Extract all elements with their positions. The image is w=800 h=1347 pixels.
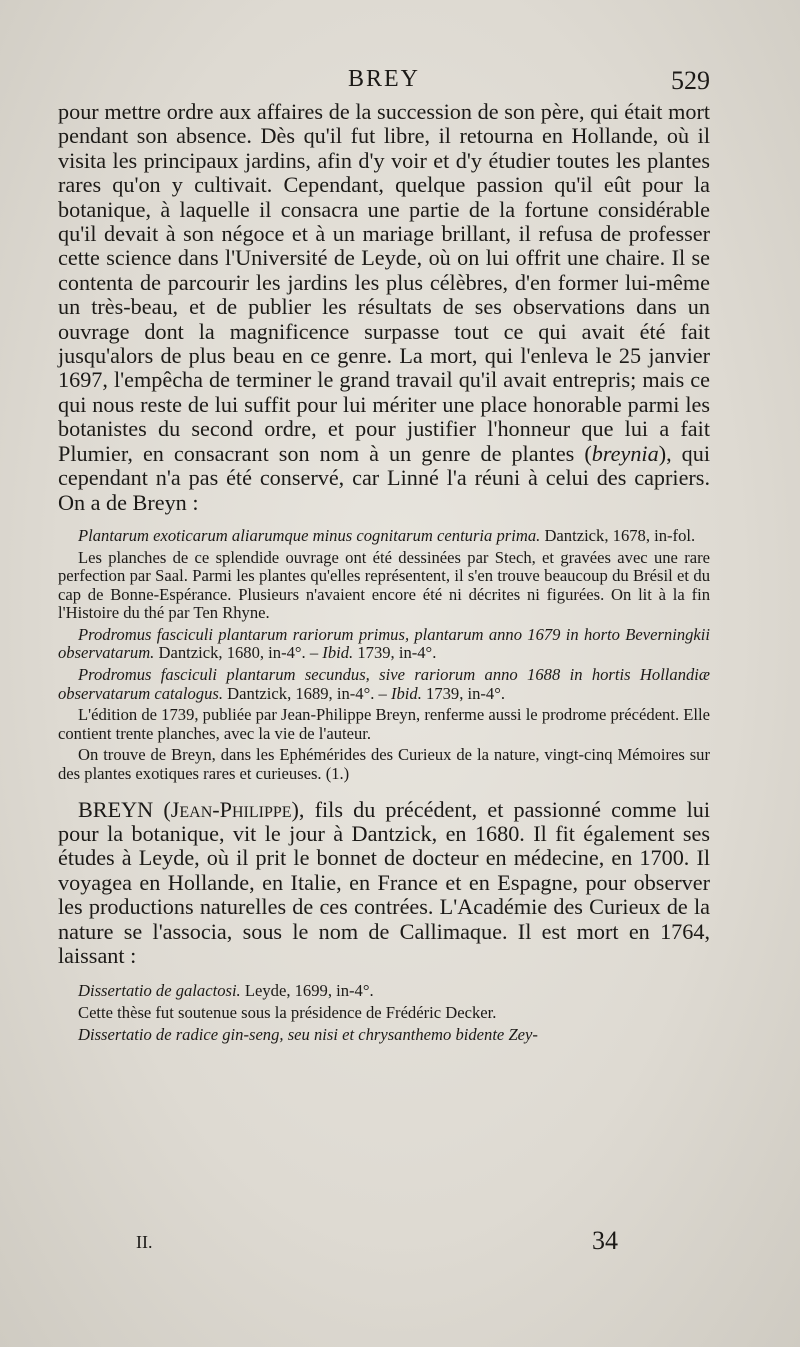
work-imprint: Dantzick, 1680, in-4°. xyxy=(158,643,306,663)
page-header xyxy=(58,66,710,96)
bibliography-item: Prodromus fasciculi plantarum rariorum primus, plantarum anno 1679 in horto Beverningkii observatarum. Dantzick, 1680, in-4°. – Ibid. 1739, in-4°. xyxy=(58,624,710,663)
bibliography-note: On trouve de Breyn, dans les Ephémérides des Curieux de la nature, vingt-cinq Mémoires sur des plantes exotiques rares et curieuses. (1.) xyxy=(58,745,710,784)
gathering-number: 34 xyxy=(592,1226,618,1255)
bibliography-note: Les planches de ce splendide ouvrage ont été dessinées par Stech, et gravées avec une rare perfection par Saal. Parmi les plantes qu'elles représentent, il s'en trouve beaucoup du Brésil et du cap de Bonne-Espérance. Plusieurs n'avaient encore été ni décrites ni figurées. On lit à la fin l'Histoire du thé par Ten Rhyne. xyxy=(58,547,710,623)
work-title: Plantarum exoticarum aliarumque minus cognitarum centuria prima. xyxy=(78,525,541,545)
bibliography-item xyxy=(58,1026,710,1045)
entry-breyn-jean-philippe: BREYN (Jean-Philippe), fils du précédent, et passionné comme lui pour la botanique, vit le jour à Dantzick, en 1680. Il fit également ses études à Leyde, où il prit le bonnet de docteur en médecine, en 1700. Il voyagea en Hollande, en Italie, en France et en Espagne, pour observer les productions naturelles de ces contrées. L'Académie des Curieux de la nature se l'associa, sous le nom de Callimaque. Il est mort en 1764, laissant : xyxy=(58,796,710,969)
work-title: Prodromus fasciculi plantarum secundus, sive rariorum anno 1688 in hortis Hollandiæ observatarum catalogus. xyxy=(58,665,710,703)
running-head: BREY xyxy=(347,66,420,92)
bibliography-item xyxy=(58,982,710,1001)
bibliography-note: L'édition de 1739, publiée par Jean-Philippe Breyn, renferme aussi le prodrome précédent. Elle contient trente planches, avec la vie de l'auteur. xyxy=(58,705,710,743)
work-title: Prodromus fasciculi plantarum rariorum primus, plantarum anno 1679 in horto Beverningkii observatarum. xyxy=(58,624,710,663)
work-imprint: Leyde, 1699, in-4°. xyxy=(244,981,374,1001)
ibid: Ibid. xyxy=(390,683,422,703)
entry-given-names: Jean-Philippe xyxy=(170,796,292,822)
work-imprint-2: 1739, in-4°. xyxy=(357,643,437,663)
paragraph-text-end: ), qui cependant n'a pas été conservé, car Linné l'a réuni à celui des capriers. On a de Breyn : xyxy=(58,440,710,515)
genus-name: breynia xyxy=(591,440,659,466)
ibid: Ibid. xyxy=(322,643,354,663)
bibliography-note: Cette thèse fut soutenue sous la présidence de Frédéric Decker. xyxy=(78,1003,497,1023)
bibliography-item xyxy=(58,527,710,546)
work-imprint: Dantzick, 1678, in-fol. xyxy=(544,525,696,545)
work-imprint: Dantzick, 1689, in-4°. – xyxy=(227,683,387,703)
page-body xyxy=(58,100,710,1047)
work-imprint-2: 1739, in-4°. xyxy=(426,683,506,703)
entry-text: ), fils du précédent, et passionné comme lui pour la botanique, vit le jour à Dantzick, en 1680. Il fit également ses études à Leyde, où il prit le bonnet de docteur en médecine, en 1700. Il voyagea en Hollande, en Italie, en France et en Espagne, pour observer les productions naturelles de ces contrées. L'Académie des Curieux de la nature se l'associa, sous le nom de Callimaque. Il est mort en 1764, laissant : xyxy=(58,796,710,969)
work-title: Dissertatio de galactosi. xyxy=(78,981,241,1001)
bibliography-item xyxy=(58,666,710,703)
entry-paragraph: pour mettre ordre aux affaires de la succession de son père, qui était mort pendant son absence. Dès qu'il fut libre, il retourna en Hollande, où il visita les principaux jardins, afin d'y voir et d'y étudier toutes les plantes rares qu'on y cultivait. Cependant, quelque passion qu'il eût pour la botanique, à laquelle il consacra une partie de la fortune considérable qu'il devait à son négoce et à un mariage brillant, il refusa de professer cette science dans l'Université de Leyde, où on lui offrit une chaire. Il se contenta de parcourir les jardins les plus célèbres, d'en former lui-même un très-beau, et de publier les résultats de ses observations dans un ouvrage dont la magnificence surpasse tout ce qui avait été fait jusqu'alors de plus beau en ce genre. La mort, qui l'enleva le 25 janvier 1697, l'empêcha de terminer le grand travail qu'il avait entrepris; mais ce qui nous reste de lui suffit pour lui mériter une place honorable parmi les botanistes du second ordre, et pour justifier l'honneur que lui a fait Plumier, en consacrant son nom à un genre de plantes (breynia), qui cependant n'a pas été conservé, car Linné l'a réuni à celui des capriers. On a de Breyn : xyxy=(58,99,710,515)
page-footer xyxy=(80,1226,640,1256)
paragraph-text: pour mettre ordre aux affaires de la succession de son père, qui était mort pendant son absence. Dès qu'il fut libre, il retourna en Hollande, où il visita les principaux jardins, afin d'y voir et d'y étudier toutes les plantes rares qu'on y cultivait. Cependant, quelque passion qu'il eût pour la botanique, à laquelle il consacra une partie de la fortune considérable qu'il devait à son négoce et à un mariage brillant, il refusa de professer cette science dans l'Université de Leyde, où on lui offrit une chaire. Il se contenta de parcourir les jardins les plus célèbres, d'en former lui-même un très-beau, et de publier les résultats de ses observations dans un ouvrage dont la magnificence surpasse tout ce qui avait été fait jusqu'alors de plus beau en ce genre. La mort, qui l'enleva le 25 janvier 1697, l'empêcha de terminer le grand travail qu'il avait entrepris; mais ce qui nous reste de lui suffit pour lui mériter une place honorable parmi les botanistes du second ordre, et pour justifier l'honneur que lui a fait Plumier, en consacrant son nom à un genre de plantes xyxy=(58,99,710,466)
bibliography-list-2 xyxy=(58,982,710,1044)
work-title: Dissertatio de radice gin-seng, seu nisi et chrysanthemo bidente Zey- xyxy=(78,1024,538,1044)
page-number: 529 xyxy=(671,66,710,95)
signature-mark: II. xyxy=(136,1232,153,1252)
bibliography-list xyxy=(58,527,710,784)
entry-headword: BREYN xyxy=(78,796,154,822)
